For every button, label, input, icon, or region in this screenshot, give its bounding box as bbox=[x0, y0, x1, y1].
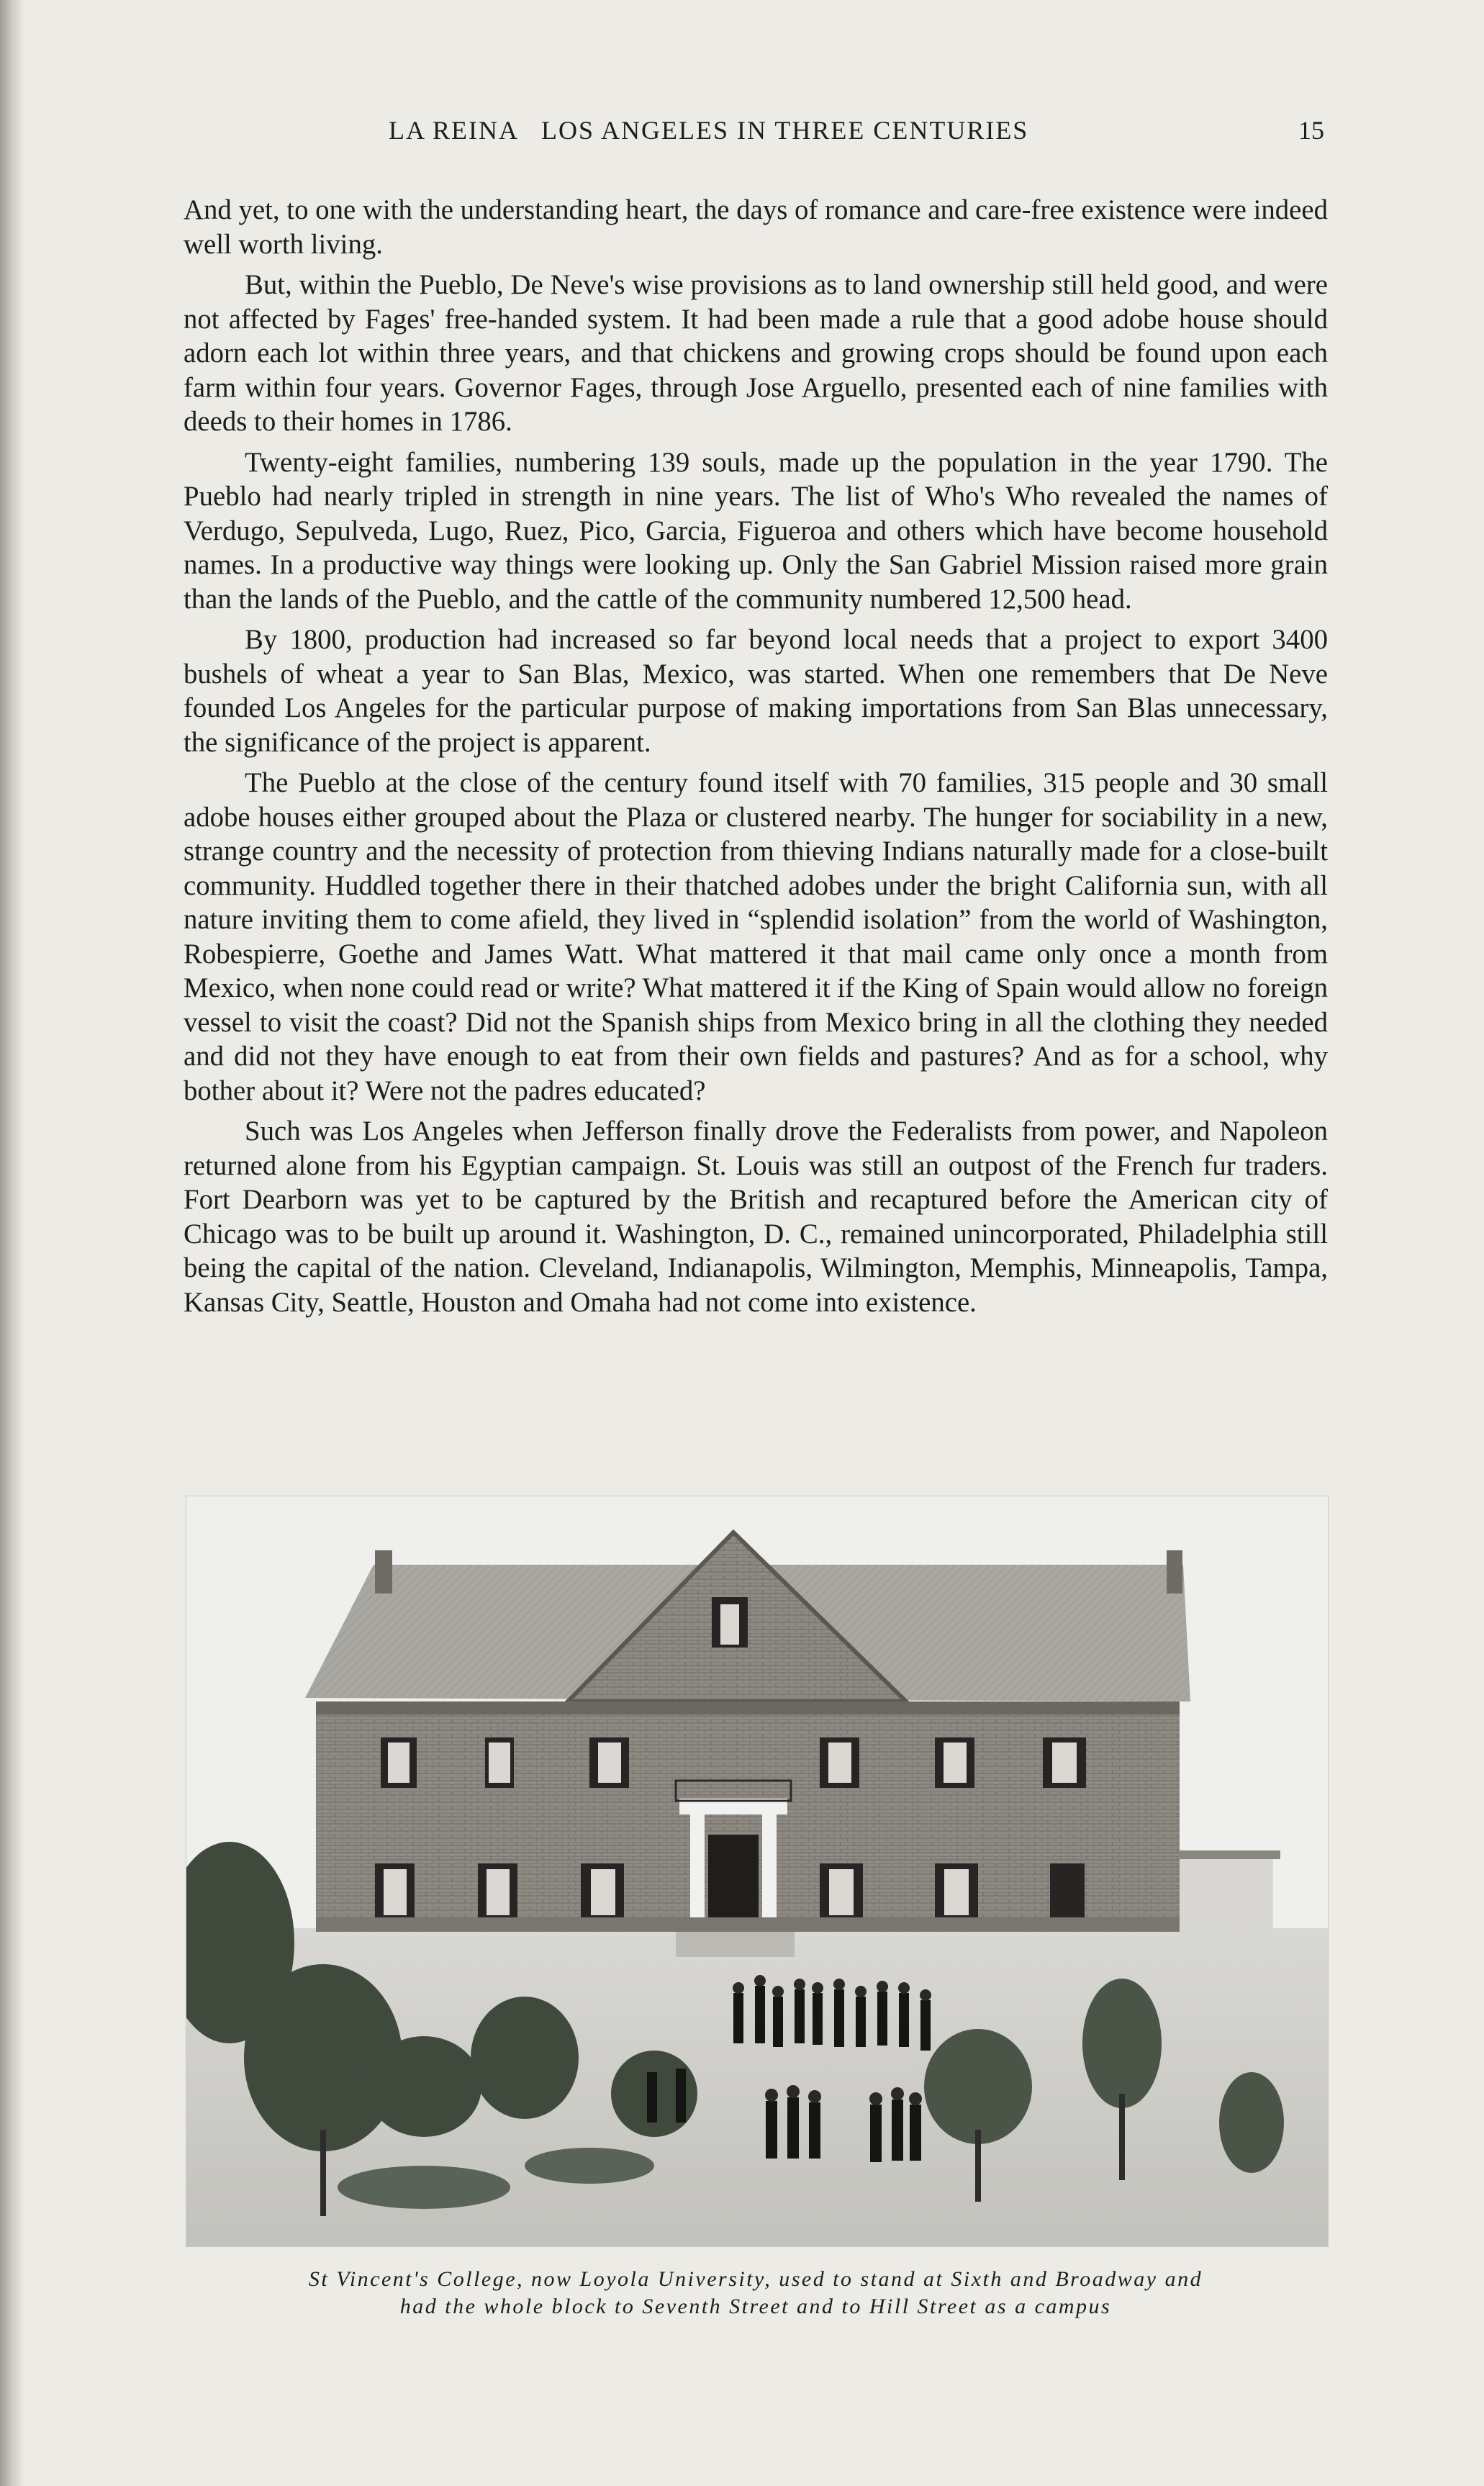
article-body bbox=[184, 193, 1328, 1326]
paragraph: But, within the Pueblo, De Neve's wise provisions as to land ownership still held good, and were not affected by Fages' free-handed system. It had been made a rule that a good adobe house should adorn each lot within three years, and that chickens and growing crops should be found upon each farm within four years. Governor Fages, through Jose Arguello, presented each of nine families with deeds to their homes in 1786. bbox=[184, 269, 1328, 437]
caption-line: St Vincent's College, now Loyola University, used to stand at Sixth and Broadway and bbox=[308, 2267, 1203, 2291]
running-title: LA REINA LOS ANGELES IN THREE CENTURIES bbox=[389, 116, 1029, 145]
paragraph: By 1800, production had increased so far beyond local needs that a project to export 3400 bushels of wheat a year to San Blas, Mexico, was started. When one remembers that De Neve founded Los Angeles for the particular purpose of making importations from San Blas unnecessary, the significance of the project is apparent. bbox=[184, 624, 1328, 758]
running-header bbox=[180, 115, 1324, 158]
paragraph: Twenty-eight families, numbering 139 souls, made up the population in the year 1790. The Pueblo had nearly tripled in strength in nine years. The list of Who's Who revealed the names of Verdugo, Sepulveda, Lugo, Ruez, Pico, Garcia, Figueroa and others which have become household names. In a productive way things were looking up. Only the San Gabriel Mission raised more grain than the lands of the Pueblo, and the cattle of the community numbered 12,500 head. bbox=[184, 446, 1328, 615]
college-building-photo bbox=[186, 1496, 1329, 2247]
page-binding-shadow bbox=[0, 0, 24, 2486]
paragraph: And yet, to one with the understanding heart, the days of romance and care-free existence were indeed well worth living. bbox=[184, 194, 1329, 260]
photo-caption bbox=[184, 2266, 1328, 2320]
page-number: 15 bbox=[1298, 116, 1324, 145]
paragraph: Such was Los Angeles when Jefferson finally drove the Federalists from power, and Napoleon returned alone from his Egyptian campaign. St. Louis was still an outpost of the French fur traders. Fort Dearborn was yet to be captured by the British and recaptured before the American city of Chicago was to be built up around it. Washington, D. C., remained unincorporated, Philadelphia still being the capital of the nation. Cleveland, Indianapolis, Wilmington, Memphis, Minneapolis, Tampa, Kansas City, Seattle, Houston and Omaha had not come into existence. bbox=[184, 1116, 1328, 1318]
paragraph: The Pueblo at the close of the century found itself with 70 families, 315 people and 30 small adobe houses either grouped about the Plaza or clustered nearby. The hunger for sociability in a new, strange country and the necessity of protection from thieving Indians naturally made for a close-built community. Huddled together there in their thatched adobes under the bright California sun, with all nature inviting them to come afield, they lived in “splendid isolation” from the world of Washington, Robespierre, Goethe and James Watt. What mattered it that mail came only once a month from Mexico, when none could read or write? What mattered it if the King of Spain would allow no foreign vessel to visit the coast? Did not the Spanish ships from Mexico bring in all the clothing they needed and did not they have enough to eat from their own fields and pastures? And as for a school, why bother about it? Were not the padres educated? bbox=[184, 767, 1328, 1106]
caption-line: had the whole block to Seventh Street and to Hill Street as a campus bbox=[399, 2295, 1112, 2318]
